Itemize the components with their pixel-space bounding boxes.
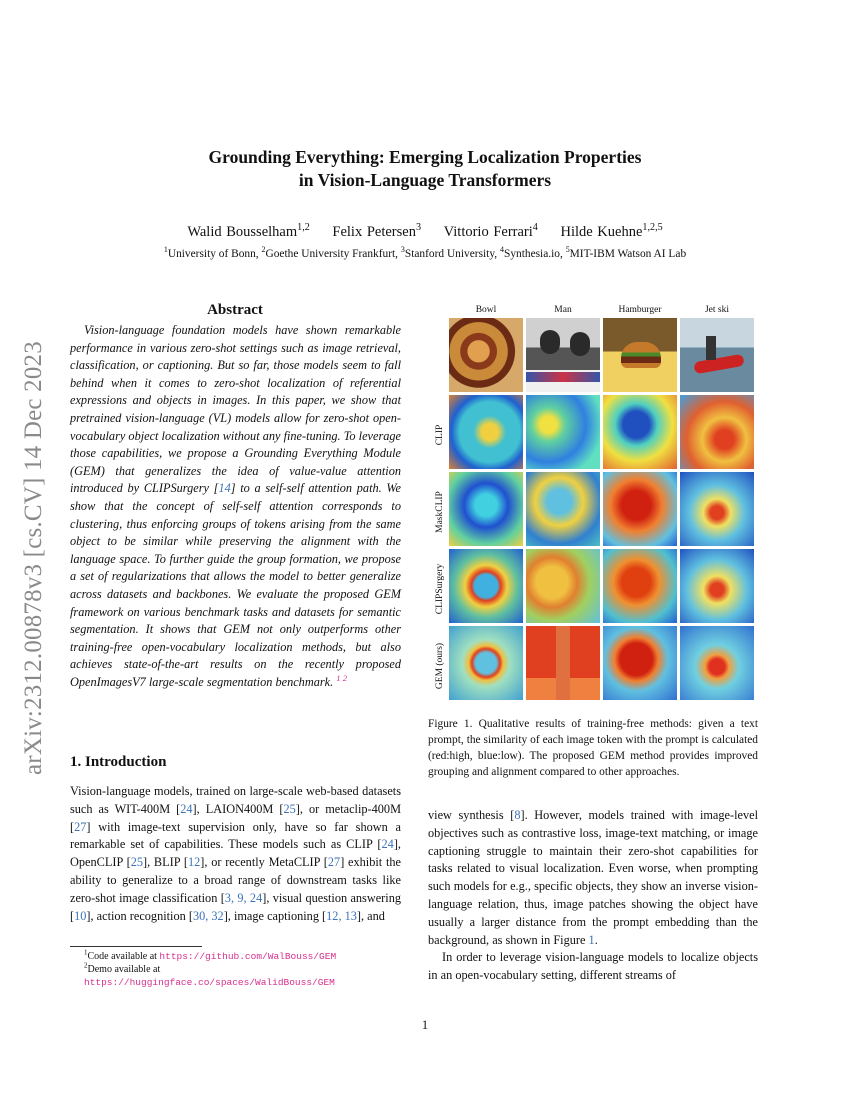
abstract-heading: Abstract — [207, 302, 263, 318]
image-jetski-original — [680, 318, 754, 392]
citation-link[interactable]: 10 — [74, 908, 87, 923]
row-label-gem: GEM (ours) — [435, 642, 445, 690]
footnote-1: $^1$Code available at https://github.com/WalBouss/GEM — [84, 948, 337, 962]
row-label-clipsurgery: CLIPSurgery — [435, 563, 445, 615]
title-line-2: in Vision-Language Transformers — [298, 170, 552, 190]
heatmap-clipsurgery-man — [526, 549, 600, 623]
col-label-bowl: Bowl — [475, 305, 497, 315]
footnote-url-link[interactable]: https://github.com/WalBouss/GEM — [159, 951, 337, 962]
arxiv-side-stamp: arXiv:2312.00878v3 [cs.CV] 14 Dec 2023 — [20, 341, 47, 775]
figure-caption: Figure 1. Qualitative results of training-free methods: given a text prompt, the similarity of each image token with the prompt is calculated (red:high, blue:low). The proposed GEM method provides improved grouping and alignment compared to other approaches. — [428, 718, 758, 779]
intro-paragraph-1: Vision-language models, trained on large-scale web-based datasets such as WIT-400M [24], LAION400M [25], or metaclip-400M [27] with image-text supervision only, have so far shown a remarkable set of capabilities. These models such as CLIP [24], OpenCLIP [25], BLIP [12], or recently MetaCLIP [27] exhibit the ability to generalize to a broad range of downstream tasks like zero-shot image classification [3, 9, 24], visual question answering [10], action recognition [30, 32], image captioning [12, 13], and — [70, 784, 402, 923]
title-line-1: Grounding Everything: Emerging Localization Properties — [208, 147, 642, 167]
footnote-marks[interactable]: 1 2 — [336, 672, 348, 683]
row-label-clip: CLIP — [435, 424, 445, 446]
heatmap-gem-man — [526, 626, 600, 700]
heatmap-clipsurgery-hamburger — [603, 549, 677, 623]
citation-link[interactable]: 27 — [327, 855, 341, 870]
heatmap-clip-bowl — [449, 395, 523, 469]
footnote-2: $^2$Demo available at https://huggingface.co/spaces/WalidBouss/GEM — [84, 961, 335, 988]
citation-link[interactable]: 12, 13 — [326, 908, 357, 923]
author: Vittorio Ferrari$^4$ — [443, 222, 538, 240]
author: Hilde Kuehne$^{1,2,5}$ — [560, 222, 663, 240]
paper-title — [100, 146, 750, 192]
image-man-original — [526, 318, 600, 392]
heatmap-maskclip-bowl — [449, 472, 523, 546]
footnotes — [70, 950, 401, 989]
image-hamburger-original — [603, 318, 677, 392]
citation-link[interactable]: 25 — [130, 855, 143, 870]
citation-link[interactable]: 24 — [381, 837, 394, 852]
footnote-divider — [70, 946, 202, 947]
heatmap-gem-hamburger — [603, 626, 677, 700]
intro-right-column — [428, 807, 758, 985]
col-label-hamburger: Hamburger — [618, 305, 662, 315]
author: Walid Bousselham$^{1,2}$ — [187, 222, 310, 240]
heatmap-gem-jetski — [680, 626, 754, 700]
citation-link[interactable]: 12 — [187, 855, 201, 870]
citation-link[interactable]: 8 — [514, 808, 521, 822]
figure-ref-link[interactable]: 1 — [588, 932, 595, 947]
col-label-man: Man — [554, 305, 572, 315]
heatmap-maskclip-man — [526, 472, 600, 546]
author-list — [100, 224, 750, 241]
citation-link[interactable]: 30, 32 — [192, 908, 224, 923]
author: Felix Petersen$^3$ — [332, 222, 422, 240]
intro-paragraph-2: view synthesis [8]. However, models trained with image-level objectives such as contrastive loss, image-text matching, or image captioning struggle to maintain their zero-shot capabilities for tasks related to visual localization. Even worse, when prompting such models for e.g., specific objects, they show an inverse vision-language relation, thus, image patches showing the object have usually a larger distance from the prompt embedding than the background, as shown in Figure 1. — [428, 808, 758, 947]
citation-link[interactable]: 25 — [283, 801, 296, 816]
intro-paragraph-3: In order to leverage vision-language models to localize objects in an open-vocabulary setting, different streams of — [428, 950, 758, 983]
abstract-body: Vision-language foundation models have shown remarkable performance in various zero-shot settings such as image retrieval, classification, or captioning. But so far, those models seem to fall behind when it comes to zero-shot localization of referential expressions and objects in images. In this paper, we show that pretrained vision-language (VL) models allow for zero-shot open-vocabulary object localization without any fine-tuning. To leverage those capabilities, we propose a Grounding Everything Module (GEM) that generalizes the idea of value-value attention introduced by CLIPSurgery [14] to a self-self attention path. We show that the concept of self-self attention corresponds to clustering, thus enforcing groups of tokens arising from the same object to be similar while preserving the alignment with the language space. To further guide the group formation, we propose a set of regularizations that allows the model to better generalize across datasets and backbones. We evaluate the proposed GEM framework on various benchmark tasks and datasets for semantic segmentation. It shows that GEM not only outperforms other training-free open-vocabulary localization methods, but also achieves state-of-the-art results on the recently proposed OpenImagesV7 large-scale segmentation benchmark. $^{1 2}$ — [70, 323, 401, 689]
col-label-jetski: Jet ski — [704, 305, 729, 315]
heatmap-clipsurgery-jetski — [680, 549, 754, 623]
citation-link[interactable]: 24 — [180, 801, 193, 816]
section-heading-introduction: 1. Introduction — [70, 754, 167, 770]
heatmap-clip-jetski — [680, 395, 754, 469]
page-number: 1 — [421, 1018, 429, 1032]
citation-link[interactable]: 3, 9, 24 — [224, 890, 263, 905]
heatmap-clipsurgery-bowl — [449, 549, 523, 623]
heatmap-maskclip-jetski — [680, 472, 754, 546]
citation-link[interactable]: 27 — [74, 819, 87, 834]
footnote-url-link[interactable]: https://huggingface.co/spaces/WalidBouss/GEM — [84, 977, 335, 988]
row-label-maskclip: MaskCLIP — [435, 491, 445, 533]
image-bowl-original — [449, 318, 523, 392]
heatmap-clip-hamburger — [603, 395, 677, 469]
affiliations: $^1$University of Bonn, $^2$Goethe University Frankfurt, $^3$Stanford University, $^4$Synthesia.io, $^5$MIT-IBM Watson AI Lab — [163, 245, 687, 260]
heatmap-clip-man — [526, 395, 600, 469]
citation-link[interactable]: 14 — [218, 481, 231, 496]
heatmap-gem-bowl — [449, 626, 523, 700]
heatmap-maskclip-hamburger — [603, 472, 677, 546]
